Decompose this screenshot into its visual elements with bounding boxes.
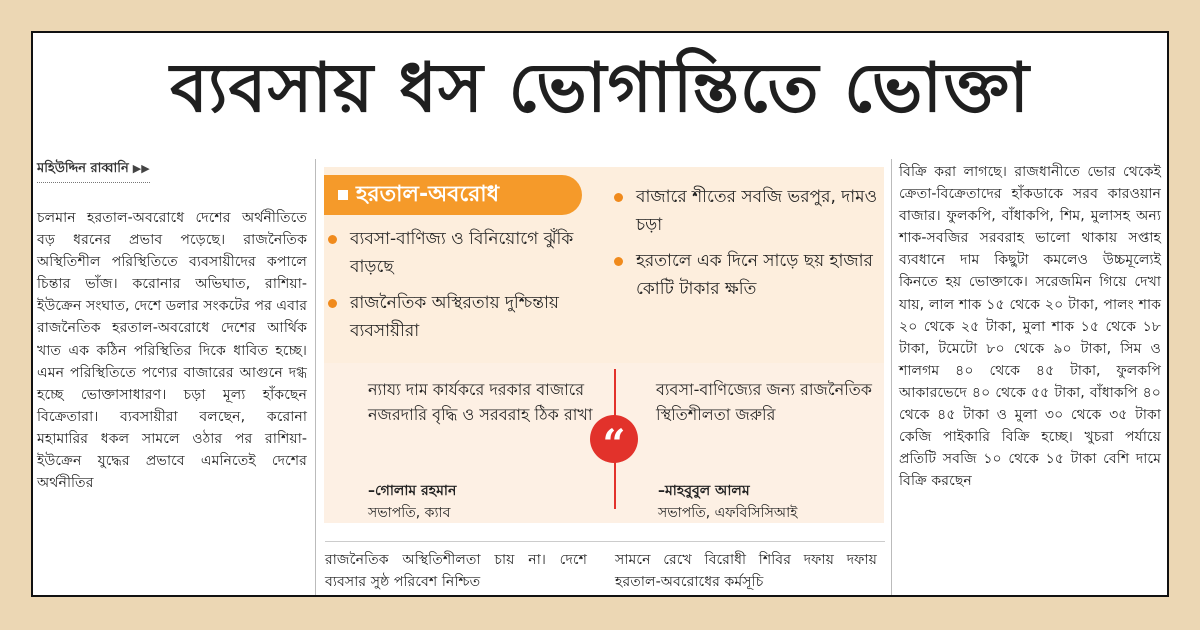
quote-mark-icon: “	[590, 415, 638, 463]
quote-author: –মাহবুবুল আলম	[658, 483, 750, 499]
highlight-box	[324, 167, 884, 523]
author-name: মহিউদ্দিন রাব্বানি	[37, 161, 129, 176]
bullet-list-right	[610, 183, 880, 311]
bullet-item: রাজনৈতিক অস্থিরতায় দুশ্চিন্তায় ব্যবসায়ীরা	[324, 289, 594, 345]
quote-author-role: সভাপতি, এফবিসিসিআই	[658, 505, 798, 521]
quote-author: –গোলাম রহমান	[368, 483, 457, 499]
left-column-text: চলমান হরতাল-অবরোধে দেশের অর্থনীতিতে বড় ধরনের প্রভাব পড়েছে। রাজনৈতিক অস্থিতিশীল পরিস্থিতিতে ব্যবসায়ীদের কপালে চিন্তার ভাঁজ। করোনার অভিঘাত, রাশিয়া-ইউক্রেন সংঘাত, দেশে ডলার সংকটের পর এবার রাজনৈতিক হরতাল-অবরোধে দেশের আর্থিক খাত এক কঠিন পরিস্থিতির দিকে ধাবিত হচ্ছে। এমন পরিস্থিতিতে পণ্যের বাজারের আগুনে দগ্ধ হচ্ছে ভোক্তাসাধারণ। চড়া মূল্য হাঁকছেন বিক্রেতারা। ব্যবসায়ীরা বলছেন, করোনা মহামারির ধকল সামলে ওঠার পর রাশিয়া-ইউক্রেন যুদ্ধের প্রভাবে এমনিতেই দেশের অর্থনীতির	[37, 210, 307, 492]
arrows-icon: ▶▶	[132, 162, 150, 175]
quote-text: ন্যায্য দাম কার্যকরে দরকার বাজারে নজরদারি বৃদ্ধি ও সরবরাহ ঠিক রাখা	[368, 380, 593, 424]
byline	[37, 159, 150, 183]
square-icon	[338, 190, 348, 200]
bottom-column-text: রাজনৈতিক অস্থিতিশীলতা চায় না। দেশে ব্যবসার সুষ্ঠ পরিবেশ নিশ্চিত	[325, 552, 587, 591]
bullet-item: বাজারে শীতের সবজি ভরপুর, দামও চড়া	[610, 183, 880, 239]
topic-tag	[324, 175, 582, 215]
bottom-separator	[325, 541, 885, 542]
bullet-list-left	[324, 225, 594, 353]
quote-text: ব্যবসা-বাণিজ্যের জন্য রাজনৈতিক স্থিতিশীলতা জরুরি	[656, 380, 872, 424]
quote-area	[324, 363, 884, 523]
bullet-item: হরতালে এক দিনে সাড়ে ছয় হাজার কোটি টাকার ক্ষতি	[610, 247, 880, 303]
bottom-column-text: সামনে রেখে বিরোধী শিবির দফায় দফায় হরতাল-অবরোধের কর্মসূচি	[615, 552, 877, 591]
column-divider	[315, 159, 316, 595]
headline: ব্যবসায় ধস ভোগান্তিতে ভোক্তা	[170, 49, 1030, 128]
right-column-text: বিক্রি করা লাগছে। রাজধানীতে ভোর থেকেই ক্রেতা-বিক্রেতাদের হাঁকডাকে সরব কারওয়ান বাজার। ফুলকপি, বাঁধাকপি, শিম, মুলাসহ অন্য শাক-সবজির সরবরাহ ভালো থাকায় সপ্তাহ ব্যবধানে দাম কিছুটা কমলেও উচ্চমূল্যেই কিনতে হয় ভোক্তাকে। সরেজমিন গিয়ে দেখা যায়, লাল শাক ১৫ থেকে ২০ টাকা, পালং শাক ২০ থেকে ২৫ টাকা, মুলা শাক ১৫ থেকে ১৮ টাকা, টমেটো ৮০ থেকে ৯০ টাকা, সিম ও শালগম ৪০ থেকে ৪৫ টাকা, ফুলকপি আকারভেদে ৪০ থেকে ৫৫ টাকা, বাঁধাকপি ৪০ থেকে ৪৫ টাকা ও মুলা ৩০ থেকে ৩৫ টাকা কেজি পাইকারি বিক্রি হচ্ছে। খুচরা পর্যায়ে প্রতিটি সবজি ১০ থেকে ১৫ টাকা বেশি দামে বিক্রি করছেন	[899, 164, 1161, 490]
quote-author-role: সভাপতি, ক্যাব	[368, 505, 451, 521]
bullet-item: ব্যবসা-বাণিজ্য ও বিনিয়োগে ঝুঁকি বাড়ছে	[324, 225, 594, 281]
newspaper-page	[31, 31, 1169, 597]
topic-tag-label: হরতাল-অবরোধ	[356, 182, 500, 207]
